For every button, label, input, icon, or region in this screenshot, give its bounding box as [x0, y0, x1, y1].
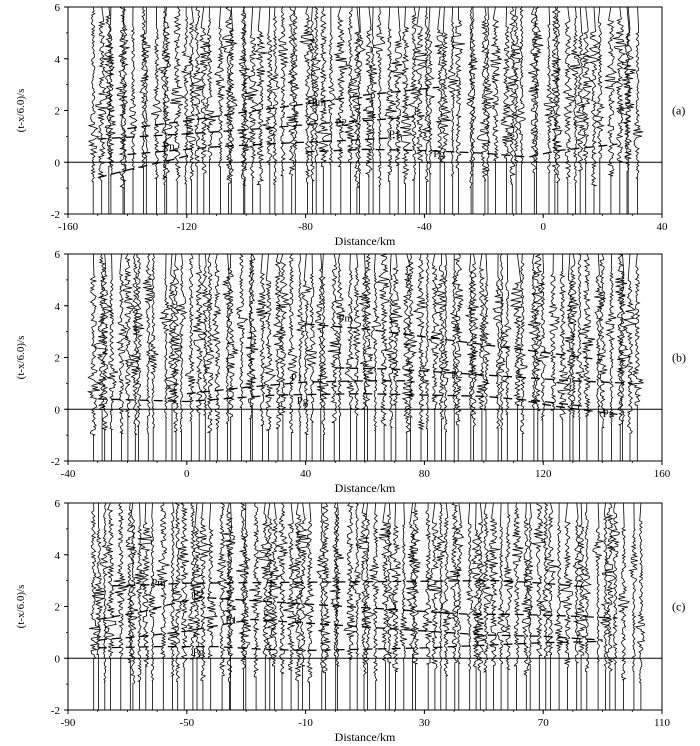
- x-tick-label: 40: [656, 221, 668, 233]
- panel-c: [15, 498, 685, 744]
- seismic-trace: [482, 503, 491, 710]
- y-tick-label: 2: [54, 601, 60, 614]
- seismic-trace: [279, 7, 289, 214]
- seismic-trace: [240, 503, 251, 710]
- y-tick-label: 6: [54, 2, 60, 14]
- seismic-trace: [217, 499, 226, 710]
- seismogram-traces: [89, 3, 643, 214]
- phase-curve-pg: [306, 144, 618, 157]
- seismic-trace: [262, 7, 274, 214]
- seismic-trace: [613, 7, 626, 214]
- seismic-trace: [182, 7, 192, 214]
- x-tick-label: 30: [418, 717, 430, 729]
- y-axis-label: (t-x/6.0)/s: [15, 584, 27, 629]
- seismic-trace: [123, 254, 134, 461]
- seismic-trace: [249, 500, 262, 710]
- x-tick-label: -160: [57, 221, 79, 233]
- seismic-trace: [441, 503, 452, 710]
- seismic-trace: [448, 7, 459, 214]
- seismic-trace: [353, 254, 360, 461]
- seismic-trace: [620, 7, 635, 214]
- seismic-trace: [114, 503, 129, 710]
- seismic-trace: [138, 503, 152, 710]
- seismic-trace: [634, 7, 644, 214]
- seismic-trace: [573, 503, 581, 710]
- seismic-trace: [345, 254, 356, 461]
- phase-label: P2: [192, 588, 205, 601]
- y-tick-label: 4: [54, 549, 60, 562]
- x-tick-label: 160: [653, 468, 671, 480]
- seismic-trace: [593, 503, 604, 710]
- seismic-trace: [390, 503, 401, 710]
- x-tick-label: -40: [417, 221, 432, 233]
- seismic-trace: [435, 7, 446, 214]
- x-axis-label: Distance/km: [334, 481, 396, 495]
- seismic-trace: [467, 254, 477, 461]
- seismic-trace: [335, 7, 349, 214]
- phase-label: P2: [335, 117, 347, 129]
- seismic-trace: [423, 7, 431, 214]
- seismic-trace: [222, 7, 236, 214]
- seismic-trace: [205, 503, 217, 710]
- phase-label: Pg: [296, 395, 309, 408]
- seismic-trace: [400, 503, 410, 710]
- seismic-trace: [610, 503, 619, 710]
- seismic-trace: [491, 7, 502, 214]
- y-tick-label: 4: [54, 300, 60, 313]
- seismic-trace: [414, 254, 426, 461]
- seismic-trace: [304, 503, 314, 710]
- y-tick-label: 0: [54, 653, 60, 666]
- seismic-trace: [624, 254, 636, 461]
- seismic-trace: [151, 7, 161, 214]
- phase-label: P1: [388, 128, 401, 141]
- seismic-trace: [215, 7, 225, 214]
- seismic-trace: [134, 503, 143, 710]
- phase-label: P1: [225, 614, 238, 627]
- seismic-trace: [309, 7, 319, 214]
- x-tick-label: -120: [176, 221, 197, 233]
- seismic-trace: [270, 7, 280, 214]
- seismic-trace: [583, 503, 591, 710]
- x-tick-label: -90: [60, 717, 76, 729]
- x-tick-label: 120: [534, 468, 552, 480]
- seismic-trace: [186, 254, 196, 461]
- seismic-trace: [594, 254, 606, 461]
- x-tick-label: 40: [300, 468, 312, 480]
- seismic-trace: [545, 503, 557, 710]
- seismic-trace: [544, 7, 554, 214]
- seismic-trace: [277, 503, 288, 710]
- seismic-trace: [601, 503, 611, 710]
- seismic-trace: [549, 254, 559, 461]
- seismic-trace: [328, 254, 340, 461]
- phase-label: P2: [451, 369, 463, 382]
- seismic-trace: [370, 503, 379, 710]
- seismic-trace: [362, 7, 375, 214]
- seismic-trace: [466, 254, 479, 461]
- seismic-trace: [205, 254, 214, 461]
- seismic-trace: [149, 503, 157, 710]
- seismic-trace: [595, 7, 604, 214]
- phase-label: Pm: [338, 312, 353, 325]
- seismic-trace: [140, 7, 149, 214]
- x-tick-label: 110: [653, 717, 671, 729]
- x-tick-label: 70: [537, 717, 549, 729]
- seismic-trace: [316, 254, 325, 461]
- seismogram-traces: [88, 251, 644, 461]
- x-tick-label: -40: [60, 468, 76, 480]
- seismic-trace: [107, 254, 118, 461]
- phase-label: Pg: [433, 148, 445, 161]
- seismic-trace: [403, 254, 415, 461]
- seismic-trace: [141, 7, 151, 214]
- seismic-trace: [130, 7, 137, 214]
- y-tick-label: -2: [50, 209, 60, 221]
- seismic-trace: [622, 7, 636, 214]
- phase-curve-p2: [335, 368, 632, 384]
- seismic-trace: [225, 7, 237, 214]
- x-axis-label: Distance/km: [334, 730, 396, 744]
- panel-label: (a): [672, 103, 686, 118]
- y-tick-label: -2: [50, 456, 60, 468]
- seismic-trace: [497, 503, 505, 710]
- seismic-trace: [377, 252, 389, 462]
- seismic-trace: [374, 7, 385, 214]
- seismic-trace: [606, 254, 616, 461]
- phase-label: Pm: [151, 576, 166, 589]
- y-tick-label: -2: [50, 705, 60, 717]
- seismic-trace: [126, 503, 138, 710]
- seismic-trace: [172, 503, 181, 710]
- seismic-trace: [501, 254, 511, 461]
- phase-label: Pm: [311, 96, 327, 109]
- seismic-trace: [487, 503, 500, 710]
- panel-label: (b): [672, 350, 686, 365]
- seismic-trace: [264, 254, 275, 461]
- seismic-trace: [503, 503, 513, 710]
- seismic-trace: [437, 501, 445, 710]
- phase-label: Pn: [602, 408, 615, 420]
- seismic-trace: [437, 7, 451, 214]
- seismic-trace: [317, 254, 328, 461]
- seismic-trace: [512, 503, 523, 710]
- seismic-trace: [385, 7, 397, 214]
- seismic-trace: [162, 7, 172, 214]
- seismic-trace: [630, 503, 638, 710]
- seismic-trace: [236, 498, 250, 710]
- phase-label: Pn: [163, 140, 175, 153]
- x-tick-label: -10: [298, 717, 313, 729]
- seismic-trace: [273, 254, 283, 461]
- seismic-trace: [636, 503, 645, 710]
- seismic-trace: [246, 254, 259, 461]
- seismic-trace: [532, 499, 547, 710]
- x-tick-label: -50: [179, 717, 195, 729]
- seismic-trace: [528, 7, 539, 214]
- phase-label: P1: [290, 371, 303, 384]
- seismic-trace: [205, 7, 216, 214]
- seismic-trace: [400, 7, 412, 214]
- y-tick-label: 6: [54, 498, 60, 510]
- seismic-trace: [471, 503, 484, 710]
- y-tick-label: 2: [54, 105, 60, 118]
- seismic-trace: [370, 7, 377, 214]
- seismic-trace: [237, 252, 248, 461]
- seismic-trace: [96, 7, 110, 214]
- seismic-trace: [170, 7, 184, 214]
- seismic-trace: [361, 251, 375, 461]
- x-axis-label: Distance/km: [334, 234, 396, 248]
- y-axis-label: (t-x/6.0)/s: [15, 88, 27, 133]
- seismic-trace: [256, 254, 267, 461]
- seismic-trace: [467, 5, 476, 214]
- panel-a: [15, 2, 685, 248]
- seismic-trace: [116, 3, 128, 214]
- seismic-trace: [561, 503, 573, 710]
- seismic-trace: [335, 254, 345, 461]
- seismic-trace: [157, 502, 170, 710]
- seismic-trace: [379, 503, 390, 710]
- x-tick-label: 0: [540, 221, 546, 233]
- seismic-trace: [551, 7, 560, 214]
- x-tick-label: -80: [298, 221, 313, 233]
- seismic-trace: [143, 254, 153, 461]
- seismic-trace: [287, 3, 299, 214]
- y-axis-label: (t-x/6.0)/s: [15, 335, 27, 380]
- seismic-trace: [554, 503, 563, 710]
- seismic-trace: [484, 7, 494, 214]
- seismic-trace: [467, 503, 475, 710]
- seismic-trace: [422, 252, 430, 461]
- y-tick-label: 0: [54, 404, 60, 417]
- seismic-trace: [319, 503, 331, 710]
- seismic-trace: [344, 6, 355, 214]
- seismic-trace: [246, 254, 256, 461]
- seismic-trace: [567, 254, 578, 461]
- x-tick-label: 0: [184, 468, 190, 480]
- y-tick-label: 6: [54, 249, 60, 261]
- seismic-trace: [301, 254, 311, 461]
- seismic-trace: [618, 503, 629, 710]
- panel-b: [15, 249, 686, 495]
- seismic-trace: [570, 7, 580, 214]
- seismic-trace: [556, 254, 569, 461]
- seismic-trace: [126, 503, 136, 710]
- seismic-trace: [630, 254, 643, 461]
- seismic-trace: [178, 498, 189, 710]
- seismic-trace: [469, 7, 478, 214]
- seismic-trace: [498, 254, 506, 461]
- y-tick-label: 2: [54, 352, 60, 365]
- seismic-trace: [288, 251, 297, 461]
- x-tick-label: 80: [418, 468, 430, 480]
- seismic-trace: [564, 7, 575, 214]
- seismic-trace: [89, 7, 99, 214]
- seismic-trace: [198, 503, 209, 710]
- seismic-trace: [160, 254, 171, 461]
- seismic-trace: [501, 7, 514, 214]
- seismic-trace: [552, 7, 562, 214]
- seismic-trace: [297, 254, 305, 461]
- seismic-trace: [371, 254, 380, 461]
- panel-label: (c): [672, 599, 686, 614]
- seismic-trace: [615, 253, 627, 461]
- seismic-trace: [423, 503, 433, 710]
- seismic-trace: [329, 7, 336, 214]
- seismic-trace: [117, 254, 127, 461]
- seismic-trace: [602, 503, 615, 710]
- phase-label: Pg: [192, 646, 205, 659]
- seismic-trace: [283, 503, 296, 710]
- y-tick-label: 4: [54, 53, 60, 66]
- y-tick-label: 0: [54, 157, 60, 170]
